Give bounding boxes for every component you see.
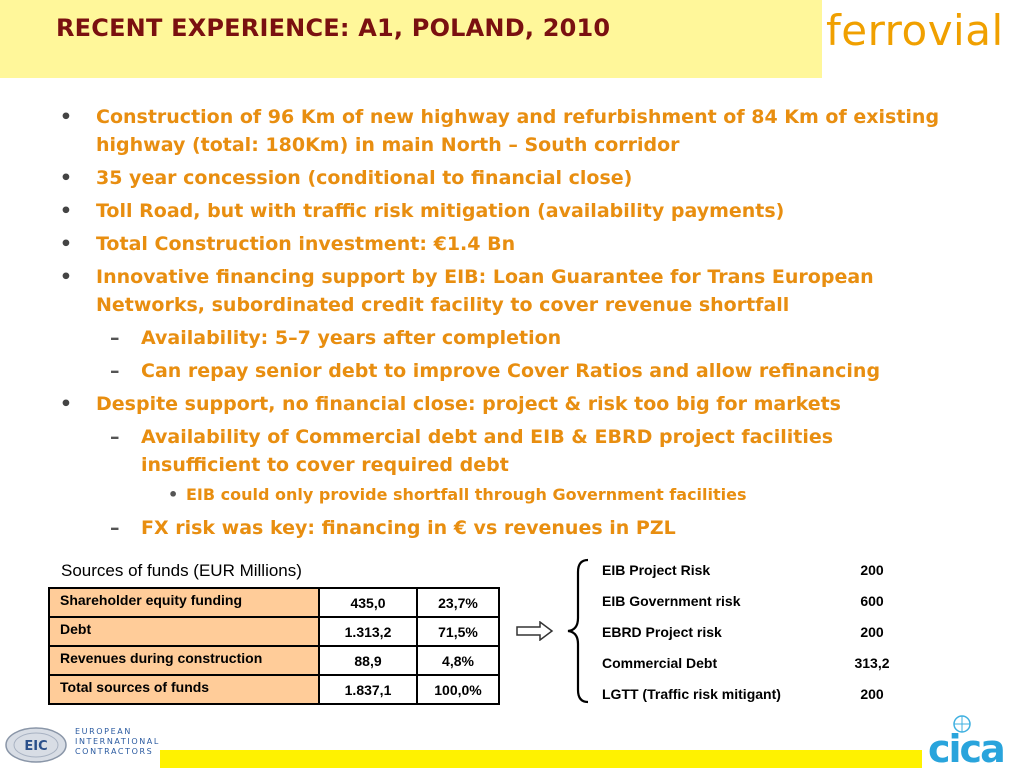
list-item — [602, 624, 932, 655]
list-item — [602, 655, 932, 686]
bullet-marker: • — [59, 106, 73, 128]
row-share: 23,7% — [417, 588, 499, 617]
footer-band — [160, 750, 922, 768]
list-item — [602, 593, 932, 624]
bullet-text: Despite support, no financial close: project & risk too big for markets — [96, 393, 841, 415]
row-label: Shareholder equity funding — [49, 588, 319, 617]
bullet-text: Availability: 5–7 years after completion — [141, 327, 562, 349]
bullet-text: Total Construction investment: €1.4 Bn — [96, 233, 516, 255]
debt-value: 200 — [860, 562, 884, 578]
row-amount: 88,9 — [319, 646, 417, 675]
table-row — [49, 675, 499, 704]
bullet-item — [56, 390, 956, 418]
bullet-text: 35 year concession (conditional to financial close) — [96, 167, 633, 189]
bullet-text: Construction of 96 Km of new highway and refurbishment of 84 Km of existing highway (total: 180Km) in main North – South corridor — [96, 106, 940, 156]
bullet-text: Toll Road, but with traffic risk mitigation (availability payments) — [96, 200, 785, 222]
slide-title: RECENT EXPERIENCE: A1, POLAND, 2010 — [56, 14, 611, 42]
cica-logo — [926, 714, 1020, 766]
bullet-item — [56, 164, 956, 192]
bullet-item — [56, 103, 956, 159]
bullet-marker: • — [59, 167, 73, 189]
row-label: Total sources of funds — [49, 675, 319, 704]
bullet-marker: • — [59, 233, 73, 255]
debt-label: LGTT (Traffic risk mitigant) — [602, 686, 781, 702]
table-row — [49, 646, 499, 675]
bullet-item — [56, 197, 956, 225]
bullet-text: Availability of Commercial debt and EIB & EBRD project facilities insufficient to cover required debt — [141, 426, 834, 476]
row-label: Debt — [49, 617, 319, 646]
bullet-text: FX risk was key: financing in € vs revenues in PZL — [141, 517, 676, 539]
bullet-marker: • — [59, 266, 73, 288]
debt-label: Commercial Debt — [602, 655, 718, 671]
eic-line: INTERNATIONAL — [75, 737, 160, 746]
bullet-text: EIB could only provide shortfall through Government facilities — [186, 485, 747, 504]
table-row — [49, 617, 499, 646]
dash-marker: – — [110, 327, 120, 349]
list-item — [602, 686, 932, 717]
table-row — [49, 588, 499, 617]
dash-marker: – — [110, 360, 120, 382]
row-amount: 1.837,1 — [319, 675, 417, 704]
row-label: Revenues during construction — [49, 646, 319, 675]
debt-value: 200 — [860, 686, 884, 702]
hollow-arrow-icon — [516, 621, 554, 641]
eic-line: EUROPEAN — [75, 727, 132, 736]
sources-table — [48, 587, 500, 705]
bullet-list — [56, 103, 956, 547]
sub-sub-bullet-item — [56, 484, 956, 506]
debt-value: 600 — [860, 593, 884, 609]
ferrovial-logo: ferrovial — [826, 6, 1004, 55]
eic-initials: EIC — [24, 739, 48, 754]
bullet-marker: • — [59, 393, 73, 415]
eic-logo — [4, 726, 68, 764]
bullet-text: Can repay senior debt to improve Cover Ratios and allow refinancing — [141, 360, 881, 382]
row-amount: 1.313,2 — [319, 617, 417, 646]
eic-wordmark — [75, 727, 160, 757]
bullet-marker: • — [168, 485, 179, 504]
debt-value: 200 — [860, 624, 884, 640]
row-amount: 435,0 — [319, 588, 417, 617]
debt-label: EIB Government risk — [602, 593, 741, 609]
bullet-item — [56, 230, 956, 258]
dash-marker: – — [110, 426, 120, 448]
dash-marker: – — [110, 517, 120, 539]
row-share: 4,8% — [417, 646, 499, 675]
curly-brace-icon — [562, 558, 592, 704]
bullet-item — [56, 263, 956, 319]
sub-bullet-item — [56, 514, 956, 542]
bullet-marker: • — [59, 200, 73, 222]
list-item — [602, 562, 932, 593]
row-share: 71,5% — [417, 617, 499, 646]
eic-line: CONTRACTORS — [75, 747, 154, 756]
cica-wordmark: cica — [928, 727, 1004, 766]
sub-bullet-item — [56, 357, 956, 385]
debt-label: EIB Project Risk — [602, 562, 711, 578]
sources-table-title: Sources of funds (EUR Millions) — [61, 561, 302, 580]
sub-bullet-item — [56, 423, 956, 479]
debt-value: 313,2 — [854, 655, 890, 671]
bullet-text: Innovative financing support by EIB: Loan Guarantee for Trans European Networks, subordinated credit facility to cover revenue shortfall — [96, 266, 874, 316]
sub-bullet-item — [56, 324, 956, 352]
debt-breakdown-list — [602, 562, 932, 717]
debt-label: EBRD Project risk — [602, 624, 722, 640]
row-share: 100,0% — [417, 675, 499, 704]
